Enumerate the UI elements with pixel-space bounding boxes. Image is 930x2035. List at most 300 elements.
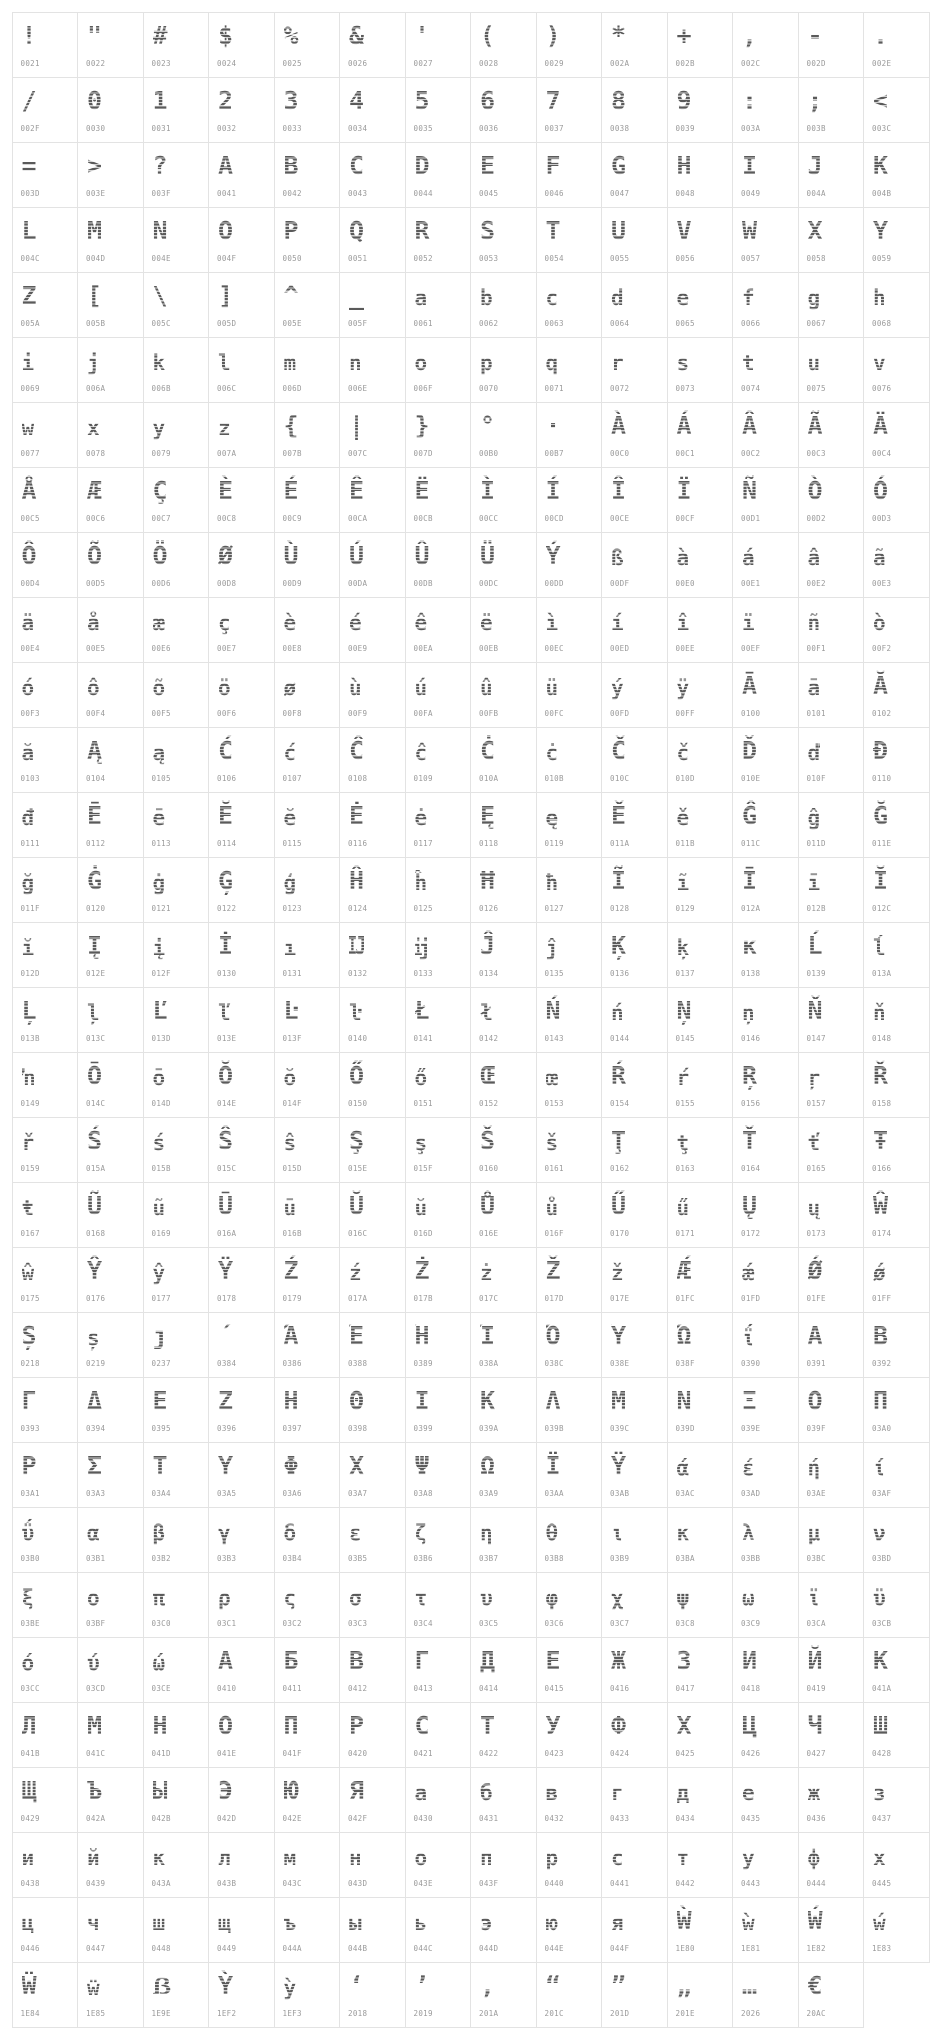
glyph-cell: [77, 1572, 144, 1638]
glyph-codepoint: 00D6: [151, 578, 171, 588]
glyph-char: ĕ: [284, 801, 297, 835]
glyph-char: А: [218, 1644, 233, 1678]
glyph-cell: [274, 12, 341, 78]
glyph-char: ы: [349, 1906, 362, 1940]
glyph-cell: [12, 1117, 79, 1183]
glyph-cell: [405, 1767, 472, 1833]
glyph-cell: [339, 597, 406, 663]
glyph-cell: [339, 142, 406, 208]
glyph-char: Ŵ: [873, 1189, 888, 1223]
glyph-cell: [143, 727, 210, 793]
glyph-char: ń: [611, 996, 624, 1030]
glyph-cell: [601, 987, 668, 1053]
glyph-codepoint: 043B: [217, 1878, 237, 1888]
glyph-cell: [470, 1442, 537, 1508]
glyph-cell: [339, 987, 406, 1053]
glyph-cell: [208, 1052, 275, 1118]
glyph-codepoint: 0024: [217, 58, 237, 68]
glyph-cell: [863, 1442, 930, 1508]
glyph-char: Ū: [218, 1189, 233, 1223]
glyph-char: Ť: [742, 1124, 757, 1158]
glyph-cell: [667, 142, 734, 208]
glyph-cell: [601, 1117, 668, 1183]
glyph-char: ő: [415, 1061, 428, 1095]
glyph-codepoint: 0132: [348, 968, 368, 978]
glyph-codepoint: 005F: [348, 318, 368, 328]
glyph-cell: [732, 1962, 799, 2028]
glyph-cell: [143, 1507, 210, 1573]
glyph-codepoint: 039A: [479, 1423, 499, 1433]
glyph-char: Ã: [808, 409, 823, 443]
glyph-cell: [470, 792, 537, 858]
glyph-codepoint: 0389: [413, 1358, 433, 1368]
glyph-char: Ы: [153, 1774, 168, 1808]
glyph-char: и: [22, 1841, 35, 1875]
glyph-codepoint: 0435: [741, 1813, 761, 1823]
glyph-codepoint: 012A: [741, 903, 761, 913]
glyph-cell: [601, 1247, 668, 1313]
glyph-char: ): [546, 19, 561, 53]
glyph-cell: [405, 662, 472, 728]
glyph-codepoint: 007B: [282, 448, 302, 458]
glyph-char: ü: [546, 671, 559, 705]
glyph-char: l: [218, 346, 231, 380]
glyph-char: Ħ: [480, 864, 495, 898]
glyph-codepoint: 0442: [675, 1878, 695, 1888]
glyph-codepoint: 0050: [282, 253, 302, 263]
glyph-cell: [601, 857, 668, 923]
glyph-cell: [798, 12, 865, 78]
glyph-char: ű: [677, 1191, 690, 1225]
glyph-char: ô: [87, 671, 100, 705]
glyph-codepoint: 0399: [413, 1423, 433, 1433]
glyph-cell: [143, 987, 210, 1053]
glyph-char: (: [480, 19, 495, 53]
glyph-char: Ц: [742, 1709, 757, 1743]
glyph-cell: [536, 77, 603, 143]
glyph-char: Ĩ: [611, 864, 626, 898]
glyph-cell: [732, 1637, 799, 1703]
glyph-char: W: [742, 214, 757, 248]
glyph-char: ł: [480, 996, 493, 1030]
glyph-cell: [470, 1832, 537, 1898]
glyph-codepoint: 0437: [872, 1813, 892, 1823]
glyph-cell: [77, 1832, 144, 1898]
glyph-char: Œ: [480, 1059, 495, 1093]
glyph-cell: [339, 467, 406, 533]
glyph-codepoint: 03B7: [479, 1553, 499, 1563]
glyph-cell: [863, 1832, 930, 1898]
glyph-char: ê: [415, 606, 428, 640]
glyph-char: Ϊ: [546, 1449, 561, 1483]
glyph-char: Λ: [546, 1384, 561, 1418]
glyph-cell: [601, 922, 668, 988]
glyph-char: ώ: [153, 1646, 166, 1680]
glyph-char: 5: [415, 84, 430, 118]
glyph-cell: [405, 1182, 472, 1248]
glyph-char: ī: [808, 866, 821, 900]
glyph-char: ø: [284, 671, 297, 705]
glyph-cell: [667, 727, 734, 793]
glyph-codepoint: 0172: [741, 1228, 761, 1238]
glyph-codepoint: 00C7: [151, 513, 171, 523]
glyph-codepoint: 042A: [86, 1813, 106, 1823]
glyph-cell: [536, 1377, 603, 1443]
glyph-codepoint: 002E: [872, 58, 892, 68]
glyph-char: ă: [22, 736, 35, 770]
glyph-cell: [12, 792, 79, 858]
glyph-cell: [732, 1377, 799, 1443]
glyph-codepoint: 0161: [544, 1163, 564, 1173]
glyph-codepoint: 012F: [151, 968, 171, 978]
glyph-cell: [274, 1897, 341, 1963]
glyph-cell: [12, 1507, 79, 1573]
glyph-char: Ỳ: [218, 1969, 233, 2003]
glyph-cell: [12, 1897, 79, 1963]
glyph-char: ŗ: [808, 1061, 821, 1095]
glyph-codepoint: 01FF: [872, 1293, 892, 1303]
glyph-codepoint: 042E: [282, 1813, 302, 1823]
glyph-cell: [405, 1572, 472, 1638]
glyph-codepoint: 0122: [217, 903, 237, 913]
glyph-cell: [601, 272, 668, 338]
glyph-codepoint: 044C: [413, 1943, 433, 1953]
glyph-cell: [405, 792, 472, 858]
glyph-char: ě: [677, 801, 690, 835]
glyph-codepoint: 00B0: [479, 448, 499, 458]
glyph-char: г: [611, 1776, 624, 1810]
glyph-char: Į: [87, 929, 102, 963]
glyph-cell: [536, 727, 603, 793]
glyph-char: Ό: [546, 1319, 561, 1353]
glyph-codepoint: 0426: [741, 1748, 761, 1758]
glyph-cell: [732, 1442, 799, 1508]
glyph-cell: [601, 1572, 668, 1638]
glyph-codepoint: 041F: [282, 1748, 302, 1758]
glyph-cell: [77, 402, 144, 468]
glyph-char: Ò: [808, 474, 823, 508]
glyph-cell: [863, 337, 930, 403]
glyph-codepoint: 0037: [544, 123, 564, 133]
glyph-cell: [470, 1767, 537, 1833]
glyph-cell: [208, 207, 275, 273]
glyph-char: /: [22, 84, 37, 118]
glyph-char: Ď: [742, 734, 757, 768]
glyph-codepoint: 03AA: [544, 1488, 564, 1498]
glyph-cell: [77, 1962, 144, 2028]
glyph-cell: [143, 922, 210, 988]
glyph-codepoint: 00D1: [741, 513, 761, 523]
glyph-char: }: [415, 409, 430, 443]
glyph-codepoint: 00EA: [413, 643, 433, 653]
glyph-char: ũ: [153, 1191, 166, 1225]
glyph-char: Ģ: [218, 864, 233, 898]
glyph-cell: [339, 1507, 406, 1573]
glyph-codepoint: 00CF: [675, 513, 695, 523]
glyph-cell: [536, 12, 603, 78]
glyph-cell: [470, 1052, 537, 1118]
glyph-codepoint: 0449: [217, 1943, 237, 1953]
glyph-codepoint: 0165: [806, 1163, 826, 1173]
glyph-char: Н: [153, 1709, 168, 1743]
glyph-cell: [536, 1767, 603, 1833]
glyph-codepoint: 0433: [610, 1813, 630, 1823]
glyph-cell: [601, 1962, 668, 2028]
glyph-cell: [732, 857, 799, 923]
glyph-codepoint: 0179: [282, 1293, 302, 1303]
glyph-codepoint: 004C: [20, 253, 40, 263]
glyph-char: ΐ: [742, 1321, 755, 1355]
glyph-char: y: [153, 411, 166, 445]
glyph-cell: [405, 922, 472, 988]
glyph-codepoint: 2026: [741, 2008, 761, 2018]
glyph-char: m: [284, 346, 297, 380]
glyph-codepoint: 03BA: [675, 1553, 695, 1563]
glyph-codepoint: 0388: [348, 1358, 368, 1368]
glyph-cell: [143, 857, 210, 923]
glyph-cell: [274, 1182, 341, 1248]
glyph-cell: [208, 272, 275, 338]
glyph-cell: [12, 532, 79, 598]
glyph-cell: [536, 792, 603, 858]
glyph-codepoint: 03CA: [806, 1618, 826, 1628]
glyph-codepoint: 1E80: [675, 1943, 695, 1953]
glyph-char: Ο: [808, 1384, 823, 1418]
glyph-codepoint: 00F1: [806, 643, 826, 653]
glyph-codepoint: 0075: [806, 383, 826, 393]
glyph-char: к: [153, 1841, 166, 1875]
glyph-char: Ξ: [742, 1384, 757, 1418]
glyph-char: ȷ: [153, 1319, 168, 1353]
glyph-codepoint: 0064: [610, 318, 630, 328]
glyph-codepoint: 0171: [675, 1228, 695, 1238]
glyph-cell: [12, 207, 79, 273]
glyph-char: Φ: [284, 1449, 299, 1483]
glyph-char: Ŭ: [349, 1189, 364, 1223]
glyph-cell: [798, 857, 865, 923]
glyph-char: L: [22, 214, 37, 248]
glyph-codepoint: 015D: [282, 1163, 302, 1173]
glyph-char: Ș: [22, 1319, 37, 1353]
glyph-codepoint: 03A7: [348, 1488, 368, 1498]
glyph-cell: [77, 1897, 144, 1963]
glyph-codepoint: 0397: [282, 1423, 302, 1433]
glyph-cell: [798, 402, 865, 468]
glyph-codepoint: 0445: [872, 1878, 892, 1888]
glyph-cell: [274, 922, 341, 988]
glyph-char: Л: [22, 1709, 37, 1743]
glyph-char: ο: [87, 1581, 100, 1615]
glyph-cell: [470, 1572, 537, 1638]
glyph-codepoint: 0145: [675, 1033, 695, 1043]
glyph-codepoint: 0170: [610, 1228, 630, 1238]
glyph-cell: [667, 922, 734, 988]
glyph-codepoint: 201E: [675, 2008, 695, 2018]
glyph-codepoint: 0237: [151, 1358, 171, 1368]
glyph-char: ’: [415, 1969, 430, 2003]
glyph-cell: [798, 1572, 865, 1638]
glyph-char: ĭ: [22, 931, 35, 965]
glyph-char: |: [349, 409, 364, 443]
glyph-codepoint: 0438: [20, 1878, 40, 1888]
glyph-codepoint: 00F2: [872, 643, 892, 653]
glyph-codepoint: 038C: [544, 1358, 564, 1368]
glyph-codepoint: 0100: [741, 708, 761, 718]
glyph-codepoint: 0105: [151, 773, 171, 783]
glyph-cell: [601, 1637, 668, 1703]
glyph-cell: [77, 12, 144, 78]
glyph-cell: [601, 792, 668, 858]
glyph-codepoint: 0127: [544, 903, 564, 913]
glyph-char: 6: [480, 84, 495, 118]
glyph-char: δ: [284, 1516, 297, 1550]
glyph-char: Ê: [349, 474, 364, 508]
glyph-char: s: [677, 346, 690, 380]
glyph-codepoint: 00DC: [479, 578, 499, 588]
glyph-cell: [143, 1572, 210, 1638]
glyph-char: ξ: [22, 1581, 35, 1615]
glyph-codepoint: 0418: [741, 1683, 761, 1693]
glyph-cell: [405, 727, 472, 793]
glyph-cell: [732, 1247, 799, 1313]
glyph-cell: [208, 792, 275, 858]
glyph-cell: [798, 1442, 865, 1508]
glyph-codepoint: 0384: [217, 1358, 237, 1368]
glyph-codepoint: 00C6: [86, 513, 106, 523]
glyph-char: Б: [284, 1644, 299, 1678]
glyph-codepoint: 0410: [217, 1683, 237, 1693]
glyph-cell: [143, 1312, 210, 1378]
glyph-cell: [798, 1377, 865, 1443]
glyph-cell: [208, 1117, 275, 1183]
glyph-codepoint: 0048: [675, 188, 695, 198]
glyph-char: Θ: [349, 1384, 364, 1418]
glyph-cell: [667, 402, 734, 468]
glyph-cell: [77, 792, 144, 858]
glyph-codepoint: 00E3: [872, 578, 892, 588]
glyph-cell: [798, 922, 865, 988]
glyph-cell: [77, 467, 144, 533]
glyph-codepoint: 00D5: [86, 578, 106, 588]
glyph-cell: [143, 1182, 210, 1248]
glyph-char: ĵ: [546, 931, 559, 965]
glyph-char: [: [87, 279, 102, 313]
glyph-cell: [863, 467, 930, 533]
glyph-char: н: [349, 1841, 362, 1875]
glyph-cell: [274, 1702, 341, 1768]
glyph-char: Э: [218, 1774, 233, 1808]
glyph-codepoint: 0159: [20, 1163, 40, 1173]
glyph-cell: [12, 1247, 79, 1313]
glyph-cell: [77, 337, 144, 403]
glyph-cell: [732, 1832, 799, 1898]
glyph-codepoint: 03B1: [86, 1553, 106, 1563]
glyph-codepoint: 0219: [86, 1358, 106, 1368]
glyph-cell: [732, 402, 799, 468]
glyph-codepoint: 00CC: [479, 513, 499, 523]
glyph-codepoint: 017A: [348, 1293, 368, 1303]
glyph-codepoint: 0164: [741, 1163, 761, 1173]
glyph-cell: [339, 1572, 406, 1638]
glyph-codepoint: 03A1: [20, 1488, 40, 1498]
glyph-codepoint: 014D: [151, 1098, 171, 1108]
glyph-char: Ņ: [677, 994, 692, 1028]
glyph-codepoint: 0046: [544, 188, 564, 198]
glyph-codepoint: 0067: [806, 318, 826, 328]
glyph-char: Ċ: [480, 734, 495, 768]
glyph-cell: [143, 1442, 210, 1508]
glyph-char: λ: [742, 1516, 755, 1550]
glyph-char: Ν: [677, 1384, 692, 1418]
glyph-codepoint: 00C1: [675, 448, 695, 458]
glyph-cell: [405, 1832, 472, 1898]
glyph-codepoint: 0141: [413, 1033, 433, 1043]
glyph-cell: [798, 987, 865, 1053]
glyph-codepoint: 00FF: [675, 708, 695, 718]
glyph-cell: [601, 207, 668, 273]
glyph-char: Ë: [415, 474, 430, 508]
glyph-codepoint: 007C: [348, 448, 368, 458]
glyph-char: Ί: [480, 1319, 495, 1353]
glyph-char: β: [153, 1516, 166, 1550]
glyph-cell: [798, 1702, 865, 1768]
glyph-char: ц: [22, 1906, 35, 1940]
glyph-codepoint: 03BF: [86, 1618, 106, 1628]
glyph-char: υ: [480, 1581, 493, 1615]
glyph-cell: [274, 1832, 341, 1898]
glyph-cell: [77, 1312, 144, 1378]
glyph-cell: [536, 1312, 603, 1378]
glyph-cell: [405, 1442, 472, 1508]
glyph-char: <: [873, 84, 888, 118]
glyph-cell: [405, 272, 472, 338]
glyph-codepoint: 00EC: [544, 643, 564, 653]
glyph-codepoint: 010A: [479, 773, 499, 783]
glyph-codepoint: 0111: [20, 838, 40, 848]
glyph-char: A: [218, 149, 233, 183]
glyph-codepoint: 0134: [479, 968, 499, 978]
glyph-cell: [77, 1377, 144, 1443]
glyph-cell: [339, 1442, 406, 1508]
glyph-cell: [470, 1182, 537, 1248]
glyph-cell: [601, 1832, 668, 1898]
glyph-cell: [667, 272, 734, 338]
glyph-cell: [339, 337, 406, 403]
glyph-cell: [405, 857, 472, 923]
glyph-codepoint: 00DF: [610, 578, 630, 588]
glyph-char: 9: [677, 84, 692, 118]
glyph-cell: [339, 532, 406, 598]
glyph-cell: [208, 922, 275, 988]
glyph-cell: [798, 142, 865, 208]
glyph-cell: [536, 1832, 603, 1898]
glyph-codepoint: 0448: [151, 1943, 171, 1953]
glyph-codepoint: 0139: [806, 968, 826, 978]
glyph-codepoint: 0136: [610, 968, 630, 978]
glyph-char: !: [22, 19, 37, 53]
glyph-char: ì: [546, 606, 559, 640]
glyph-codepoint: 015E: [348, 1163, 368, 1173]
glyph-cell: [732, 1897, 799, 1963]
glyph-cell: [667, 857, 734, 923]
glyph-cell: [208, 727, 275, 793]
glyph-char: Ι: [415, 1384, 430, 1418]
glyph-codepoint: 0155: [675, 1098, 695, 1108]
glyph-codepoint: 0058: [806, 253, 826, 263]
glyph-codepoint: 0150: [348, 1098, 368, 1108]
glyph-codepoint: 043F: [479, 1878, 499, 1888]
glyph-cell: [798, 1247, 865, 1313]
